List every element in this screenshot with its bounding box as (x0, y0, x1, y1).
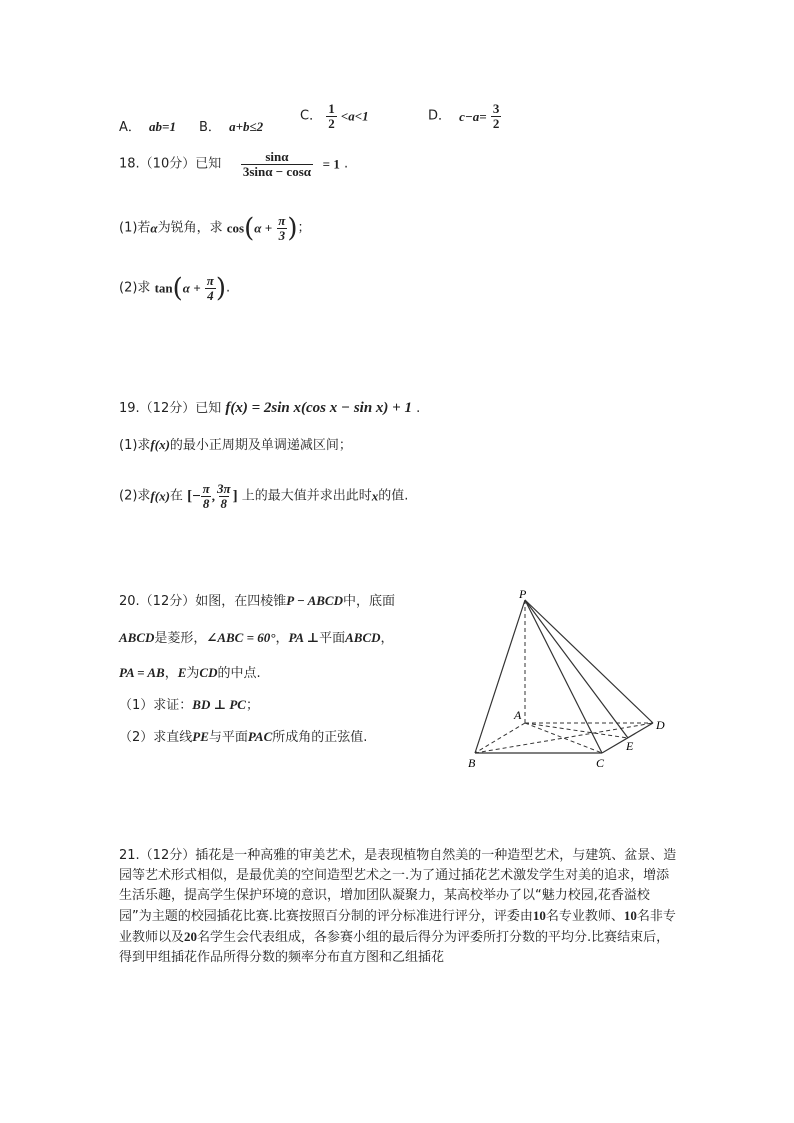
q18-frac-num: sinα (265, 149, 289, 164)
q19-p2-in: 在 (169, 488, 183, 504)
q18-eq: = 1 (322, 156, 340, 172)
q20-l4-a: （1）求证： (119, 698, 193, 713)
edge-ac (525, 723, 602, 753)
q18-part1 (119, 214, 311, 243)
q19-p1-fx: f(x) (150, 437, 170, 452)
q18-p1-lparen: ( (244, 213, 255, 244)
option-c-den: 2 (328, 116, 335, 131)
q18-p1-arg: α + (254, 220, 273, 236)
option-b-expr: a+b≤2 (229, 119, 264, 134)
q19-p2-pi2: 3π (216, 481, 231, 496)
q21-text-b: 名专业教师、 (545, 909, 624, 924)
q18-p2-func: tan (154, 280, 173, 296)
edge-pe (525, 600, 628, 738)
q21-n2: 10 (623, 908, 637, 923)
option-b (199, 118, 263, 137)
q19-p2-pi1: π (202, 481, 210, 496)
q18-p1-alpha: α (150, 220, 158, 236)
q19-p1-text2: 的最小正周期及单调递减区间； (169, 438, 352, 453)
q19-end: . (416, 401, 421, 416)
q19-p2-text4: 的值. (378, 488, 409, 504)
q20-l2-c: 平面 (319, 631, 346, 646)
q20-l5-a: （2）求直线 (119, 730, 193, 745)
q20-l1-b: 中，底面 (342, 594, 395, 609)
q19-prefix: 19.（12分）已知 (119, 401, 222, 416)
q20-l2-b: ， (275, 631, 289, 646)
q20-l4-m: BD ⊥ PC (192, 697, 246, 712)
q20-l5-c: 所成角的正弦值. (272, 730, 368, 745)
option-c-fraction (326, 102, 337, 131)
q20-l1-a: 20.（12分）如图，在四棱锥 (119, 594, 287, 609)
q18-p2-end: . (226, 280, 231, 296)
option-a-expr: ab=1 (149, 119, 176, 134)
q20-l1-m: P − ABCD (286, 593, 343, 608)
q20-l3-m2: E (177, 665, 187, 680)
label-e: E (626, 739, 634, 753)
q18-p1-pi: π (278, 213, 286, 228)
q20-l3-b: 为 (186, 666, 200, 681)
q19-p2-x: x (371, 488, 379, 504)
q19-formula: f(x) = 2sin x(cos x − sin x) + 1 (225, 400, 412, 416)
q18-p2-rparen: ) (215, 273, 227, 304)
q18-p2-arg: α + (182, 280, 201, 296)
q20-l2-m1: ABCD (119, 630, 155, 645)
q18-stem (119, 150, 348, 179)
option-d-label: D． (428, 108, 452, 124)
q21-n3: 20 (184, 929, 198, 944)
q19-p2-comma: , (211, 488, 215, 504)
label-d: D (656, 718, 665, 732)
q18-end: . (343, 156, 349, 172)
q21-text-c: 名非专业教师以及 (119, 909, 676, 945)
q19-p2-den2: 8 (220, 496, 228, 511)
q21-n1: 10 (532, 908, 546, 923)
option-c-rest: <a<1 (340, 108, 369, 124)
q19-p2-fx: f(x) (150, 488, 170, 504)
q18-p1-text: (1)若 (119, 220, 151, 236)
option-c (300, 102, 369, 131)
q19-p1-text: (1)求 (119, 438, 151, 453)
q18-fraction (235, 150, 318, 179)
q18-part2 (119, 274, 230, 303)
q19-p2-frac1 (201, 482, 212, 511)
q19-part2 (119, 482, 408, 511)
q20-l2-a: 是菱形， (154, 631, 207, 646)
q18-p1-rparen: ) (287, 213, 298, 244)
q20-l3-m1: PA = AB (119, 665, 165, 680)
q21-paragraph (119, 846, 679, 968)
q19-p2-text3: 上的最大值并求出此时 (241, 488, 372, 504)
q20-line5 (119, 728, 367, 747)
q18-p2-fraction (205, 274, 216, 303)
q18-p2-den: 4 (207, 288, 214, 303)
q20-line1 (119, 592, 395, 611)
q18-p2-text: (2)求 (119, 280, 151, 296)
q20-l2-m2: ∠ABC = 60° (206, 630, 276, 645)
option-d (428, 102, 501, 131)
q18-p1-text2: 为锐角，求 (157, 220, 223, 236)
q18-p1-fraction (276, 214, 287, 243)
q20-line4 (119, 696, 259, 715)
edge-pd (525, 600, 653, 723)
q20-l4-b: ； (245, 698, 259, 713)
q20-l5-m2: PAC (247, 729, 273, 744)
option-a-label: A． (119, 120, 141, 135)
option-c-label: C． (300, 108, 323, 124)
edge-pc (525, 600, 602, 753)
label-b: B (468, 756, 476, 770)
option-c-num: 1 (328, 101, 335, 116)
edge-ae (525, 723, 628, 738)
q19-p2-close: ] (232, 488, 238, 505)
q19-p2-text: (2)求 (119, 488, 151, 504)
option-d-den: 2 (492, 116, 500, 131)
option-d-expr: c−a= (459, 108, 487, 124)
q18-p1-den: 3 (278, 228, 286, 243)
label-a: A (514, 708, 522, 722)
label-p: P (519, 587, 527, 601)
q18-frac-den: 3sinα − cosα (242, 164, 312, 179)
edge-pb (475, 600, 525, 753)
q20-line2 (119, 629, 394, 648)
q20-l3-c: 的中点. (217, 666, 261, 681)
q19-part1 (119, 436, 352, 455)
q19-p2-open: [− (187, 488, 201, 505)
q18-p2-lparen: ( (172, 273, 183, 304)
q20-l5-m1: PE (192, 729, 209, 744)
q21-text-d: 名学生会代表组成，各参赛小组的最后得分为评委所打分数的平均分.比赛结束后，得到甲组插花作品所得分数的频率分布直方图和乙组插花 (119, 930, 670, 965)
option-a (119, 118, 176, 137)
option-b-label: B． (199, 120, 221, 135)
q21-text-a: 21.（12分）插花是一种高雅的审美艺术，是表现植物自然美的一种造型艺术，与建筑、盆景、造园等艺术形式相似，是最优美的空间造型艺术之一.为了通过插花艺术激发学生对美的追求，增添生活乐趣，提高学生保护环境的意识，增加团队凝聚力，某高校举办了以“魅力校园,花香溢校园”为主题的校园插花比赛.比赛按照百分制的评分标准进行评分，评委由 (119, 848, 677, 924)
q18-p1-func: cos (226, 220, 245, 236)
q18-prefix: 18.（10分）已知 (119, 156, 222, 172)
q20-l2-m3: PA ⊥ (288, 630, 320, 645)
q20-l5-b: 与平面 (208, 730, 248, 745)
q19-p2-frac2 (215, 482, 233, 511)
q20-l3-m3: CD (199, 665, 218, 680)
pyramid-figure (460, 585, 680, 775)
q20-l2-d: ， (380, 631, 394, 646)
edge-ab (475, 723, 525, 753)
q20-line3 (119, 664, 261, 683)
q19-p2-den1: 8 (202, 496, 210, 511)
option-d-fraction (491, 102, 502, 131)
q20-l3-a: ， (164, 666, 178, 681)
label-c: C (596, 756, 605, 770)
q20-l2-m4: ABCD (345, 630, 381, 645)
option-d-num: 3 (492, 101, 500, 116)
q18-p2-pi: π (206, 273, 214, 288)
q19-stem (119, 399, 420, 418)
q18-p1-end: ； (297, 220, 311, 236)
